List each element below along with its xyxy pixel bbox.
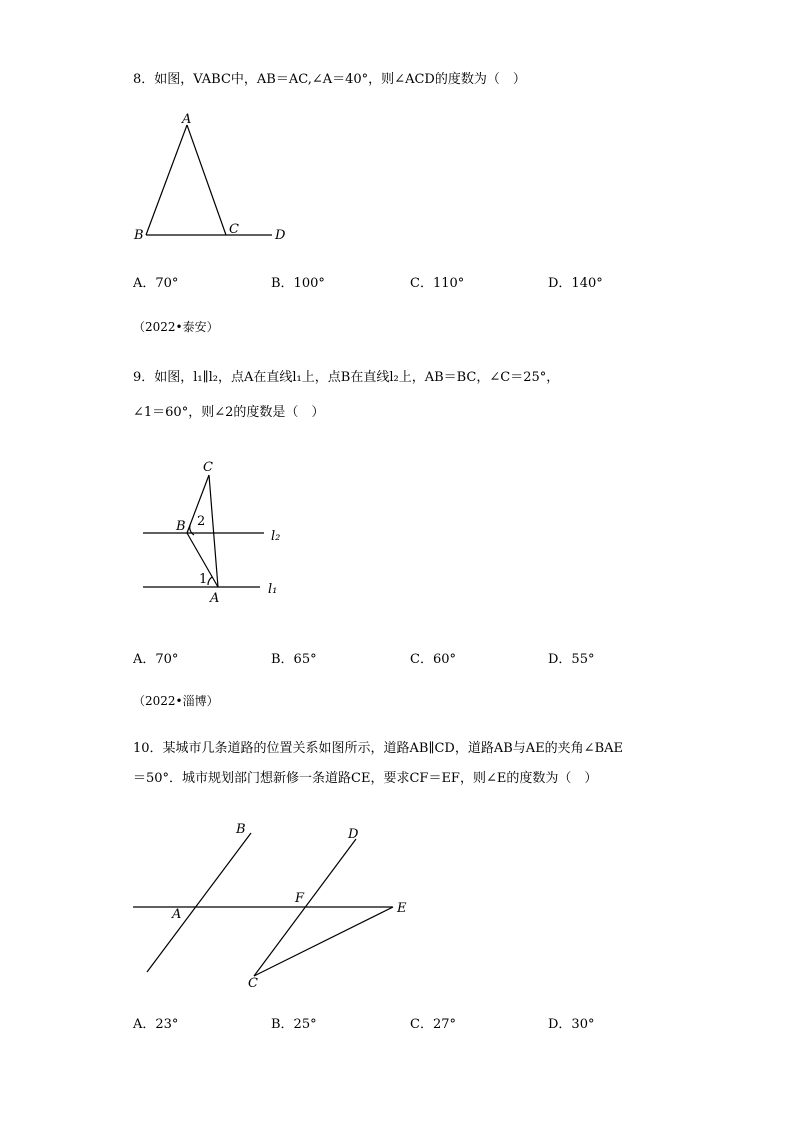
q9-label-a: A: [210, 591, 220, 606]
q8-choice-c[interactable]: C．110°: [410, 276, 465, 291]
q10-road-ab: [147, 833, 251, 972]
q9-choice-d[interactable]: D．55°: [548, 652, 595, 667]
q8-stem: 8．如图，VABC中，AB＝AC,∠A＝40°，则∠ACD的度数为（ ）: [133, 72, 526, 87]
q10-label-f: F: [295, 891, 305, 906]
q10-label-a: A: [172, 907, 182, 922]
q9-choice-b[interactable]: B．65°: [271, 652, 317, 667]
q9-choice-c[interactable]: C．60°: [410, 652, 456, 667]
q10-stem-line1: 10．某城市几条道路的位置关系如图所示，道路AB∥CD，道路AB与AE的夹角∠BAE: [133, 741, 624, 756]
q8-label-d: D: [275, 228, 286, 243]
q10-choices: [133, 1013, 693, 1033]
q9-label-l1: l₁: [268, 582, 278, 597]
q10-label-d: D: [348, 827, 359, 842]
source-taian: （2022•泰安）: [133, 320, 219, 334]
q8-segment-ac: [187, 125, 226, 235]
q8-triangle-figure: [130, 110, 300, 245]
q10-choice-b[interactable]: B．25°: [271, 1017, 317, 1032]
q10-label-e: E: [397, 901, 407, 916]
q10-choice-d[interactable]: D．30°: [548, 1017, 595, 1032]
q8-choice-a[interactable]: A．70°: [133, 276, 179, 291]
q9-angle1-arc: [208, 577, 212, 585]
q8-choices: [133, 272, 693, 292]
q9-label-b: B: [176, 519, 186, 534]
q9-label-angle2: 2: [197, 514, 206, 529]
q9-stem-line2: ∠1＝60°，则∠2的度数是（ ）: [133, 405, 325, 420]
q9-label-l2: l₂: [271, 529, 281, 544]
q9-label-angle1: 1: [199, 572, 208, 587]
q9-stem-line1: 9．如图，l₁∥l₂，点A在直线l₁上，点B在直线l₂上，AB＝BC，∠C＝25°，: [133, 370, 560, 385]
q8-label-c: C: [229, 222, 239, 237]
q10-roads-figure: [130, 820, 420, 995]
q8-label-a: A: [182, 112, 192, 127]
q9-choice-a[interactable]: A．70°: [133, 652, 179, 667]
q8-choice-b[interactable]: B．100°: [271, 276, 325, 291]
q9-segment-ca: [209, 475, 218, 587]
q9-parallel-lines-figure: [140, 455, 290, 605]
q10-label-c: C: [248, 976, 258, 991]
q8-choice-d[interactable]: D．140°: [548, 276, 603, 291]
q10-label-b: B: [236, 822, 246, 837]
q10-stem-line2: ＝50°．城市规划部门想新修一条道路CE，要求CF＝EF，则∠E的度数为（ ）: [133, 771, 598, 786]
q10-choice-a[interactable]: A．23°: [133, 1017, 179, 1032]
q8-label-b: B: [134, 228, 144, 243]
q10-road-ce: [254, 907, 393, 976]
q9-label-c: C: [203, 460, 213, 475]
q8-segment-ab: [146, 125, 187, 235]
q10-choice-c[interactable]: C．27°: [410, 1017, 456, 1032]
q9-choices: [133, 648, 693, 668]
source-zibo: （2022•淄博）: [133, 694, 219, 708]
